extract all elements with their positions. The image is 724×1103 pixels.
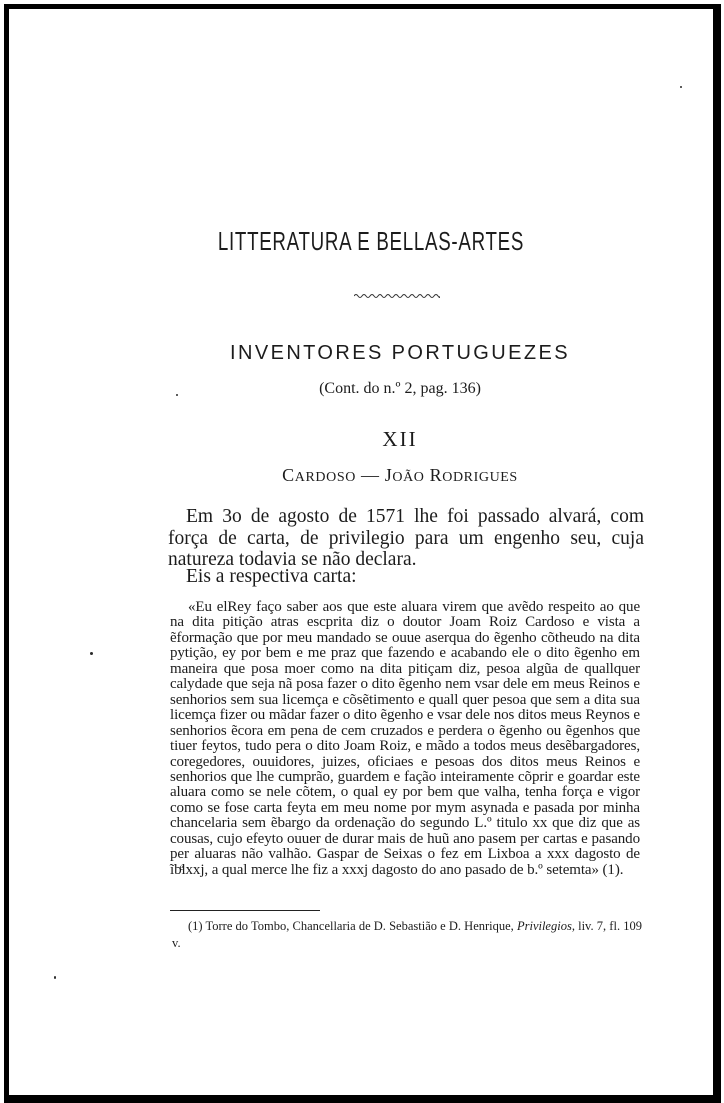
- subject-initial: R: [429, 465, 443, 485]
- subject-initial: J: [384, 465, 393, 485]
- print-speck: [54, 976, 56, 979]
- subject-surname-rest: ARDOSO: [294, 470, 356, 485]
- footnote-text: Torre do Tombo, Chancellaria de D. Sebastião e D. Henrique,: [202, 919, 517, 933]
- lead-intro: Eis a respectiva carta:: [186, 566, 357, 587]
- footnote-italic: Privilegios,: [516, 919, 575, 933]
- article-title: INVENTORES PORTUGUEZES: [230, 342, 570, 364]
- subject-name-rest: OÃO: [392, 470, 425, 485]
- subject-separator: —: [355, 465, 385, 485]
- footnote-marker: (1): [188, 919, 203, 933]
- print-speck: [176, 394, 178, 396]
- chapter-number: XII: [382, 427, 418, 451]
- footnote-divider: [170, 910, 320, 911]
- subject-initial: C: [282, 465, 295, 485]
- print-speck: [90, 652, 93, 655]
- footnote: [172, 918, 642, 952]
- article-subject: [0, 465, 724, 486]
- print-speck: [680, 86, 682, 88]
- lead-paragraph: Em 3o de agosto de 1571 lhe foi passado alvará, com força de carta, de privilegio para um engenho seu, cuja natureza todavia se não declara.: [168, 506, 644, 570]
- wavy-ornament-icon: [354, 292, 440, 300]
- subject-name-rest: ODRIGUES: [442, 470, 518, 485]
- continuation-note: (Cont. do n.º 2, pag. 136): [319, 380, 481, 397]
- section-title: LITTERATURA E BELLAS-ARTES: [217, 226, 525, 256]
- footnote-tail: liv. 7, fl. 109 v.: [172, 919, 642, 950]
- quoted-charter: «Eu elRey faço saber aos que este aluara virem que avẽdo respeito ao que na dita pitição atras escprita diz o doutor Joam Roiz Cardoso e vista a ẽformação que por meu mandado se ouue aserqua do ẽgenho cõtheudo na dita pytição, ey por bem e me praz que fazendo e acabando ele o dito ẽgenho em maneira que posa moer como na dita pitiçam diz, pesoa algũa de quallquer calydade que seja nã posa fazer o dito ẽgenho nem vsar dele em meus Reinos e senhorios sem sua licemça e cõsẽtimento e quall quer pesoa que sem a dita sua licemça fizer ou mãdar fazer o dito ẽgenho e vsar dele nos ditos meus Reynos e senhorios ẽcora em pena de cem cruzados e perdera o ẽgenho ou ẽgenhos que tiuer feytos, tudo pera o dito Joam Roiz, e mãdo a todos meus desẽbargadores, coregedores, ouuidores, juizes, oficiaes e pesoas dos ditos meus Reinos e senhorios que lhe cumprão, guardem e fação inteiramente cõprir e goardar este aluara como se nele cõtem, o qual ey por bem que valha, tenha força e vigor como se fose carta feyta em meu nome por mym asynada e pasada por minha chancelaria sem ẽbargo da ordenação do segundo L.º titulo xx que diz que as cousas, cujo efeyto ouuer de durar mais de huũ ano pasem per cartas e pasando per aluaras não valhão. Gaspar de Seixas o fez em Lixboa a xxx dagosto de ĩbͤlxxj, a qual merce lhe fiz a xxxj dagosto do ano pasado de b.º setemta» (1).: [170, 599, 640, 878]
